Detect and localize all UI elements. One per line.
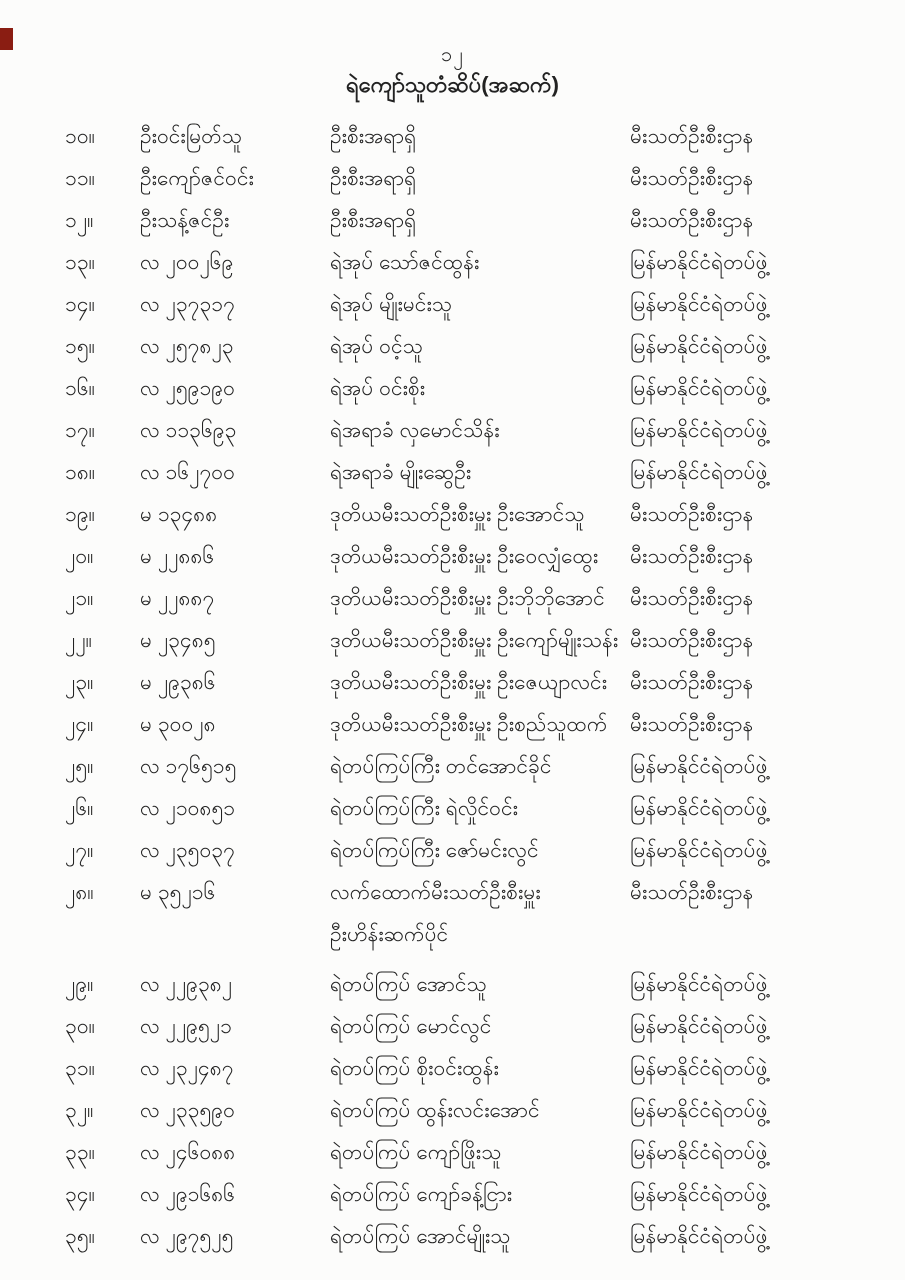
row-serial-or-name: လ ၂၂၉၅၂၁ [140, 1015, 232, 1038]
row-serial-or-name: လ ၂၉၇၅၂၅ [140, 1225, 234, 1248]
row-number: ၁၆။ [65, 377, 95, 400]
table-row [65, 746, 875, 788]
row-serial-or-name: ဦးကျော်ဇင်ဝင်း [140, 167, 254, 190]
row-rank-and-name: ဦးစီးအရာရှိ [330, 125, 417, 148]
row-department: မြန်မာနိုင်ငံရဲတပ်ဖွဲ့ [630, 1099, 768, 1122]
row-rank-and-name: ရဲအုပ် မျိုးမင်းသူ [330, 293, 453, 316]
row-department: မီးသတ်ဦးစီးဌာန [630, 671, 754, 694]
row-serial-or-name: မ ၁၃၄၈၈ [140, 503, 218, 526]
table-row [65, 326, 875, 368]
table-row [65, 704, 875, 746]
row-department: မြန်မာနိုင်ငံရဲတပ်ဖွဲ့ [630, 1183, 768, 1206]
row-number: ၁၂။ [65, 209, 94, 232]
row-number: ၂၀။ [65, 545, 94, 568]
row-rank-and-name: ရဲအုပ် ဝင့်သူ [330, 335, 423, 358]
row-rank-and-name [330, 872, 630, 956]
row-department: မီးသတ်ဦးစီးဌာန [630, 167, 754, 190]
row-serial-or-name: လ ၁၁၃၆၉၃ [140, 419, 237, 442]
row-rank-and-name: ဒုတိယမီးသတ်ဦးစီးမှူး ဦးဇေယျာလင်း [330, 671, 608, 694]
row-rank-and-name: ရဲတပ်ကြပ်ကြီး တင်အောင်ခိုင် [330, 755, 552, 778]
row-rank-and-name: ရဲတပ်ကြပ် စိုးဝင်းထွန်း [330, 1057, 499, 1080]
row-number: ၁၅။ [65, 335, 95, 358]
row-rank-and-name: ရဲတပ်ကြပ် ထွန်းလင်းအောင် [330, 1099, 540, 1122]
row-name-line2: ဦးဟိန်းဆက်ပိုင် [330, 923, 449, 946]
table-row [65, 1216, 875, 1258]
row-serial-or-name: လ ၁၆၂၇၀၀ [140, 461, 235, 484]
row-department: မြန်မာနိုင်ငံရဲတပ်ဖွဲ့ [630, 755, 768, 778]
table-row [65, 830, 875, 872]
row-serial-or-name: လ ၂၉၁၆၈၆ [140, 1183, 236, 1206]
row-serial-or-name: လ ၂၃၂၄၈၇ [140, 1057, 234, 1080]
row-number: ၂၃။ [65, 671, 94, 694]
row-department: မြန်မာနိုင်ငံရဲတပ်ဖွဲ့ [630, 251, 768, 274]
row-serial-or-name: ဦးသန့်ဇင်ဦး [140, 209, 230, 232]
row-department: မီးသတ်ဦးစီးဌာန [630, 209, 754, 232]
row-number: ၂၈။ [65, 881, 94, 904]
row-rank-and-name: ဦးစီးအရာရှိ [330, 167, 417, 190]
page-title: ရဲကျော်သူတံဆိပ်(အဆက်) [346, 72, 559, 97]
row-serial-or-name: လ ၂၃၇၃၁၇ [140, 293, 235, 316]
row-gap [65, 956, 875, 964]
row-serial-or-name: လ ၂၁၀၈၅၁ [140, 797, 236, 820]
table-row [65, 116, 875, 158]
row-number: ၂၄။ [65, 713, 94, 736]
row-number: ၃၁။ [65, 1057, 95, 1080]
table-row [65, 662, 875, 704]
row-rank-and-name: ဒုတိယမီးသတ်ဦးစီးမှူး ဦးကျော်မျိုးသန်း [330, 629, 619, 652]
row-serial-or-name: လ ၂၅၇၈၂၃ [140, 335, 234, 358]
row-serial-or-name: လ ၂၂၉၃၈၂ [140, 973, 233, 996]
table-row [65, 1006, 875, 1048]
row-department: မြန်မာနိုင်ငံရဲတပ်ဖွဲ့ [630, 419, 768, 442]
row-department: မီးသတ်ဦးစီးဌာန [630, 629, 754, 652]
table-row [65, 452, 875, 494]
row-serial-or-name: မ ၂၃၄၈၅ [140, 629, 216, 652]
table-row [65, 536, 875, 578]
table-row [65, 964, 875, 1006]
row-rank-and-name: ရဲတပ်ကြပ်ကြီး ရဲလှိုင်ဝင်း [330, 797, 518, 820]
row-rank-line1: လက်ထောက်မီးသတ်ဦးစီးမှူး [330, 881, 541, 904]
row-rank-and-name: ရဲတပ်ကြပ် ကျော်ခန့်ငြား [330, 1183, 513, 1206]
row-rank-and-name: ရဲအုပ် ဝင်းစိုး [330, 377, 426, 400]
row-department: မီးသတ်ဦးစီးဌာန [630, 125, 754, 148]
row-serial-or-name: လ ၁၇၆၅၁၅ [140, 755, 237, 778]
row-department: မြန်မာနိုင်ငံရဲတပ်ဖွဲ့ [630, 461, 768, 484]
row-number: ၁၀။ [65, 125, 95, 148]
row-serial-or-name: ဦးဝင်းမြတ်သူ [140, 125, 243, 148]
row-number: ၂၂။ [65, 629, 92, 652]
row-department: မြန်မာနိုင်ငံရဲတပ်ဖွဲ့ [630, 335, 768, 358]
row-number: ၁၉။ [65, 503, 95, 526]
row-serial-or-name: လ ၂၄၆၀၈၈ [140, 1141, 236, 1164]
table-row [65, 284, 875, 326]
table-row [65, 242, 875, 284]
row-number: ၃၀။ [65, 1015, 95, 1038]
table-row [65, 788, 875, 830]
row-number: ၂၇။ [65, 839, 94, 862]
row-serial-or-name: မ ၂၂၈၈၆ [140, 545, 215, 568]
row-serial-or-name: လ ၂၀၀၂၆၉ [140, 251, 234, 274]
row-department: မြန်မာနိုင်ငံရဲတပ်ဖွဲ့ [630, 839, 768, 862]
row-department: မီးသတ်ဦးစီးဌာန [630, 587, 754, 610]
row-department: မြန်မာနိုင်ငံရဲတပ်ဖွဲ့ [630, 1141, 768, 1164]
row-number: ၃၂။ [65, 1099, 94, 1122]
award-list-table [0, 116, 905, 1258]
row-rank-and-name: ရဲအရာခံ လှမောင်သိန်း [330, 419, 500, 442]
row-department: မြန်မာနိုင်ငံရဲတပ်ဖွဲ့ [630, 973, 768, 996]
table-row [65, 1132, 875, 1174]
row-serial-or-name: လ ၂၃၅၀၃၇ [140, 839, 235, 862]
row-number: ၂၁။ [65, 587, 94, 610]
table-row [65, 1174, 875, 1216]
row-number: ၂၅။ [65, 755, 94, 778]
row-serial-or-name: လ ၂၃၃၅၉၀ [140, 1099, 235, 1122]
page-header [0, 0, 905, 102]
table-row [65, 620, 875, 662]
table-row [65, 410, 875, 452]
table-row [65, 578, 875, 620]
table-row [65, 1048, 875, 1090]
row-department: မြန်မာနိုင်ငံရဲတပ်ဖွဲ့ [630, 377, 768, 400]
row-department: မီးသတ်ဦးစီးဌာန [630, 713, 754, 736]
row-number: ၁၄။ [65, 293, 95, 316]
row-number: ၁၁။ [65, 167, 95, 190]
row-serial-or-name: မ ၂၉၃၈၆ [140, 671, 216, 694]
row-number: ၃၅။ [65, 1225, 95, 1248]
red-edge-mark [0, 28, 13, 50]
page-number: ၁၂ [440, 44, 465, 66]
row-serial-or-name: လ ၂၅၉၁၉၀ [140, 377, 235, 400]
row-number: ၃၃။ [65, 1141, 95, 1164]
row-serial-or-name: မ ၂၂၈၈၇ [140, 587, 215, 610]
row-serial-or-name: မ ၃၅၂၁၆ [140, 881, 216, 904]
row-department: မြန်မာနိုင်ငံရဲတပ်ဖွဲ့ [630, 1057, 768, 1080]
row-number: ၁၇။ [65, 419, 95, 442]
row-department: မီးသတ်ဦးစီးဌာန [630, 503, 754, 526]
row-rank-and-name: ဦးစီးအရာရှိ [330, 209, 417, 232]
row-department: မြန်မာနိုင်ငံရဲတပ်ဖွဲ့ [630, 1015, 768, 1038]
table-row [65, 200, 875, 242]
row-rank-and-name: ရဲတပ်ကြပ် မောင်လွင် [330, 1015, 492, 1038]
row-number: ၂၆။ [65, 797, 94, 820]
row-rank-and-name: ဒုတိယမီးသတ်ဦးစီးမှူး ဦးဝေလျှံထွေး [330, 545, 599, 568]
row-rank-and-name: ရဲတပ်ကြပ် ကျော်ဖြိုးသူ [330, 1141, 502, 1164]
table-row [65, 872, 875, 956]
row-number: ၂၉။ [65, 973, 94, 996]
row-rank-and-name: ဒုတိယမီးသတ်ဦးစီးမှူး ဦးစည်သူထက် [330, 713, 608, 736]
row-department: မြန်မာနိုင်ငံရဲတပ်ဖွဲ့ [630, 1225, 768, 1248]
row-department: မြန်မာနိုင်ငံရဲတပ်ဖွဲ့ [630, 797, 768, 820]
row-rank-and-name: ရဲအရာခံ မျိုးဆွေဦး [330, 461, 472, 484]
table-row [65, 158, 875, 200]
table-row [65, 1090, 875, 1132]
table-row [65, 368, 875, 410]
row-rank-and-name: ရဲတပ်ကြပ် အောင်သူ [330, 973, 487, 996]
row-number: ၃၄။ [65, 1183, 95, 1206]
row-department: မီးသတ်ဦးစီးဌာန [630, 881, 754, 904]
row-department: မြန်မာနိုင်ငံရဲတပ်ဖွဲ့ [630, 293, 768, 316]
row-rank-and-name: ရဲတပ်ကြပ်ကြီး ဇော်မင်းလွင် [330, 839, 539, 862]
row-rank-and-name: ရဲတပ်ကြပ် အောင်မျိုးသူ [330, 1225, 511, 1248]
row-number: ၁၃။ [65, 251, 95, 274]
row-serial-or-name: မ ၃၀၀၂၈ [140, 713, 216, 736]
row-rank-and-name: ရဲအုပ် သော်ဇင်ထွန်း [330, 251, 480, 274]
row-department: မီးသတ်ဦးစီးဌာန [630, 545, 754, 568]
row-rank-and-name: ဒုတိယမီးသတ်ဦးစီးမှူး ဦးဘိုဘိုအောင် [330, 587, 605, 610]
table-row [65, 494, 875, 536]
row-rank-and-name: ဒုတိယမီးသတ်ဦးစီးမှူး ဦးအောင်သူ [330, 503, 585, 526]
row-number: ၁၈။ [65, 461, 96, 484]
